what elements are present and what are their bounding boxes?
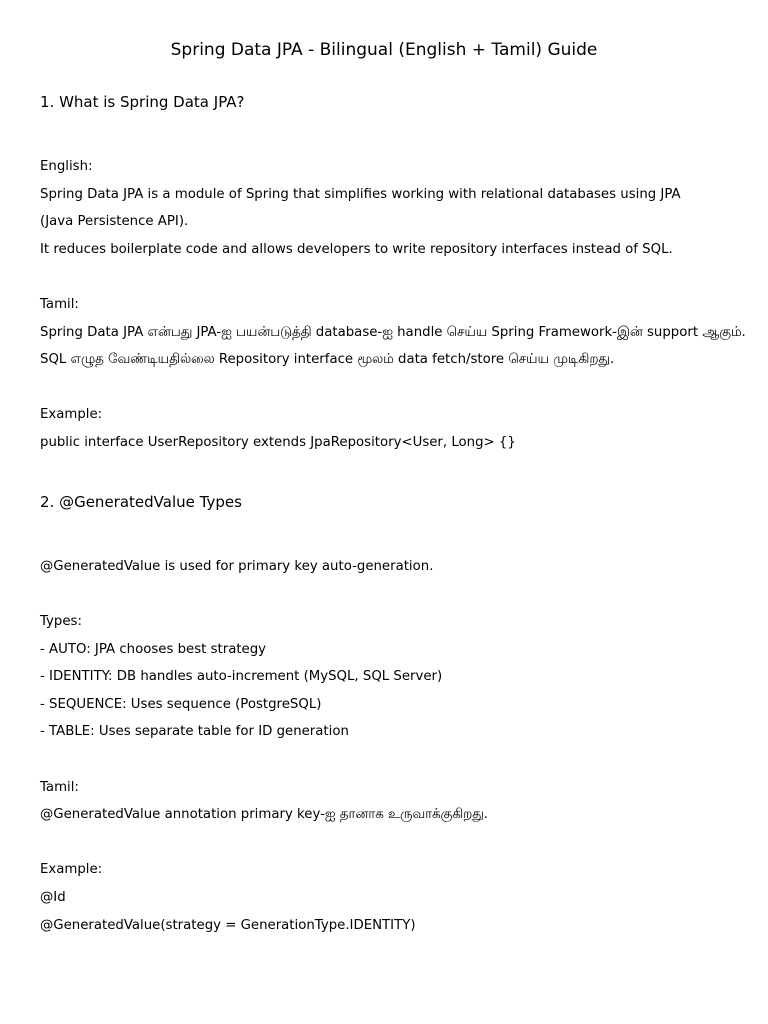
section2-heading: 2. @GeneratedValue Types [40,493,242,511]
tamil-label: Tamil: [40,297,79,312]
document-title: Spring Data JPA - Bilingual (English + Tamil) Guide [170,40,598,60]
english-paragraph-line: Spring Data JPA is a module of Spring that simplifies working with relational databases using JPA [40,187,681,202]
types-label: Types: [40,614,82,629]
tamil-label: Tamil: [40,780,79,795]
example-label: Example: [40,407,103,422]
english-paragraph-line: (Java Persistence API). [40,214,189,229]
example-code-line: @GeneratedValue(strategy = GenerationType.IDENTITY) [40,918,416,933]
generatedvalue-intro: @GeneratedValue is used for primary key auto-generation. [40,559,434,574]
type-list-item: - AUTO: JPA chooses best strategy [40,642,267,657]
example-code-line: public interface UserRepository extends JpaRepository<User, Long> {} [40,435,516,450]
type-list-item: - IDENTITY: DB handles auto-increment (MySQL, SQL Server) [40,669,443,684]
section1-heading: 1. What is Spring Data JPA? [40,93,245,111]
type-list-item: - TABLE: Uses separate table for ID generation [40,724,349,739]
tamil-paragraph-line: Spring Data JPA என்பது JPA-ஐ பயன்படுத்தி database-ஐ handle செய்ய Spring Framework-இன் support ஆகும். [40,325,746,340]
type-list-item: - SEQUENCE: Uses sequence (PostgreSQL) [40,697,322,712]
example-label: Example: [40,862,103,877]
tamil-paragraph-line: @GeneratedValue annotation primary key-ஐ தானாக உருவாக்குகிறது. [40,807,488,822]
english-paragraph-line: It reduces boilerplate code and allows developers to write repository interfaces instead of SQL. [40,242,673,257]
example-code-line: @Id [40,890,66,905]
tamil-paragraph-line: SQL எழுத வேண்டியதில்லை Repository interface மூலம் data fetch/store செய்ய முடிகிறது. [40,352,615,367]
english-label: English: [40,159,93,174]
